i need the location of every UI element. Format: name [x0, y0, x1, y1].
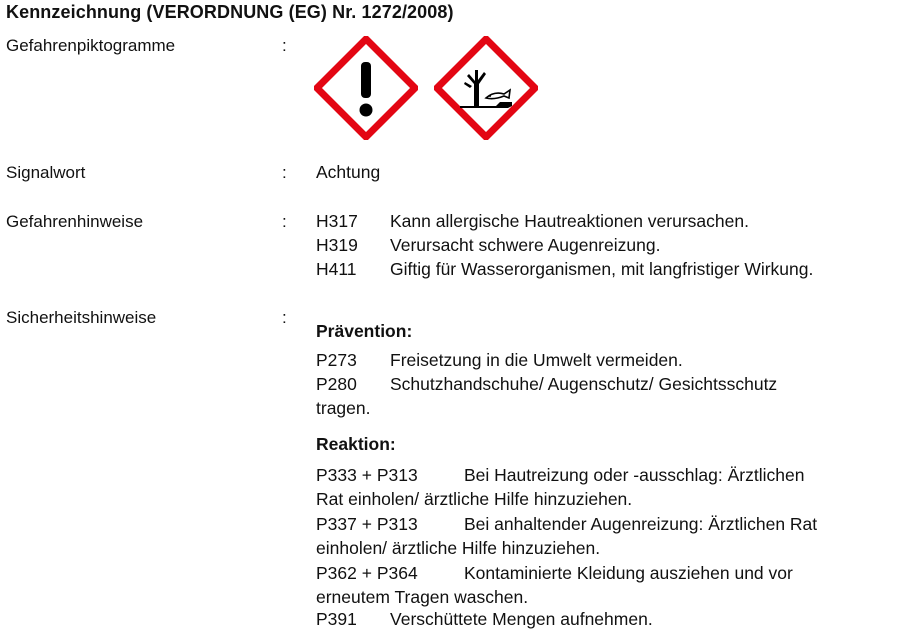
precaution-code: P391: [316, 609, 357, 629]
hazard-code: H411: [316, 259, 357, 279]
precaution-text-continued: erneutem Tragen waschen.: [316, 587, 529, 607]
signal-word-value: Achtung: [316, 162, 381, 182]
precaution-text-continued: einholen/ ärztliche Hilfe hinzuziehen.: [316, 538, 601, 558]
hazard-statements-colon: :: [282, 212, 287, 231]
prevention-heading: Prävention:: [316, 321, 413, 341]
precaution-text: Kontaminierte Kleidung ausziehen und vor: [464, 563, 793, 583]
precaution-text: Bei anhaltender Augenreizung: Ärztlichen Rat: [464, 514, 818, 534]
page-title: Kennzeichnung (VERORDNUNG (EG) Nr. 1272/2008): [6, 2, 454, 22]
precaution-code: P337 + P313: [316, 514, 418, 534]
precaution-text-continued: tragen.: [316, 398, 371, 418]
precaution-text: Bei Hautreizung oder -ausschlag: Ärztlichen: [464, 465, 805, 485]
hazard-code: H319: [316, 235, 358, 255]
pictograms-colon: :: [282, 36, 287, 55]
hazard-text: Verursacht schwere Augenreizung.: [390, 235, 661, 255]
precaution-text: Schutzhandschuhe/ Augenschutz/ Gesichtsschutz: [390, 374, 778, 394]
precaution-code: P362 + P364: [316, 563, 418, 583]
hazard-code: H317: [316, 211, 358, 231]
precautionary-statements-colon: :: [282, 308, 287, 327]
precaution-text: Freisetzung in die Umwelt vermeiden.: [390, 350, 683, 370]
precaution-code: P280: [316, 374, 357, 394]
pictograms-label: Gefahrenpiktogramme: [6, 36, 176, 55]
environment-dead-tree-fish-icon: [434, 36, 538, 140]
hazard-text: Kann allergische Hautreaktionen verursachen.: [390, 211, 749, 231]
signal-word-label: Signalwort: [6, 163, 86, 182]
precaution-text: Verschüttete Mengen aufnehmen.: [390, 609, 653, 629]
precautionary-statements-label: Sicherheitshinweise: [6, 308, 157, 327]
hazard-statements-label: Gefahrenhinweise: [6, 212, 144, 231]
reaction-heading: Reaktion:: [316, 434, 396, 454]
exclamation-mark-icon: [314, 36, 418, 140]
precaution-code: P273: [316, 350, 357, 370]
precaution-code: P333 + P313: [316, 465, 418, 485]
precaution-text-continued: Rat einholen/ ärztliche Hilfe hinzuziehen.: [316, 489, 633, 509]
signal-word-colon: :: [282, 163, 287, 182]
hazard-text: Giftig für Wasserorganismen, mit langfristiger Wirkung.: [390, 259, 814, 279]
